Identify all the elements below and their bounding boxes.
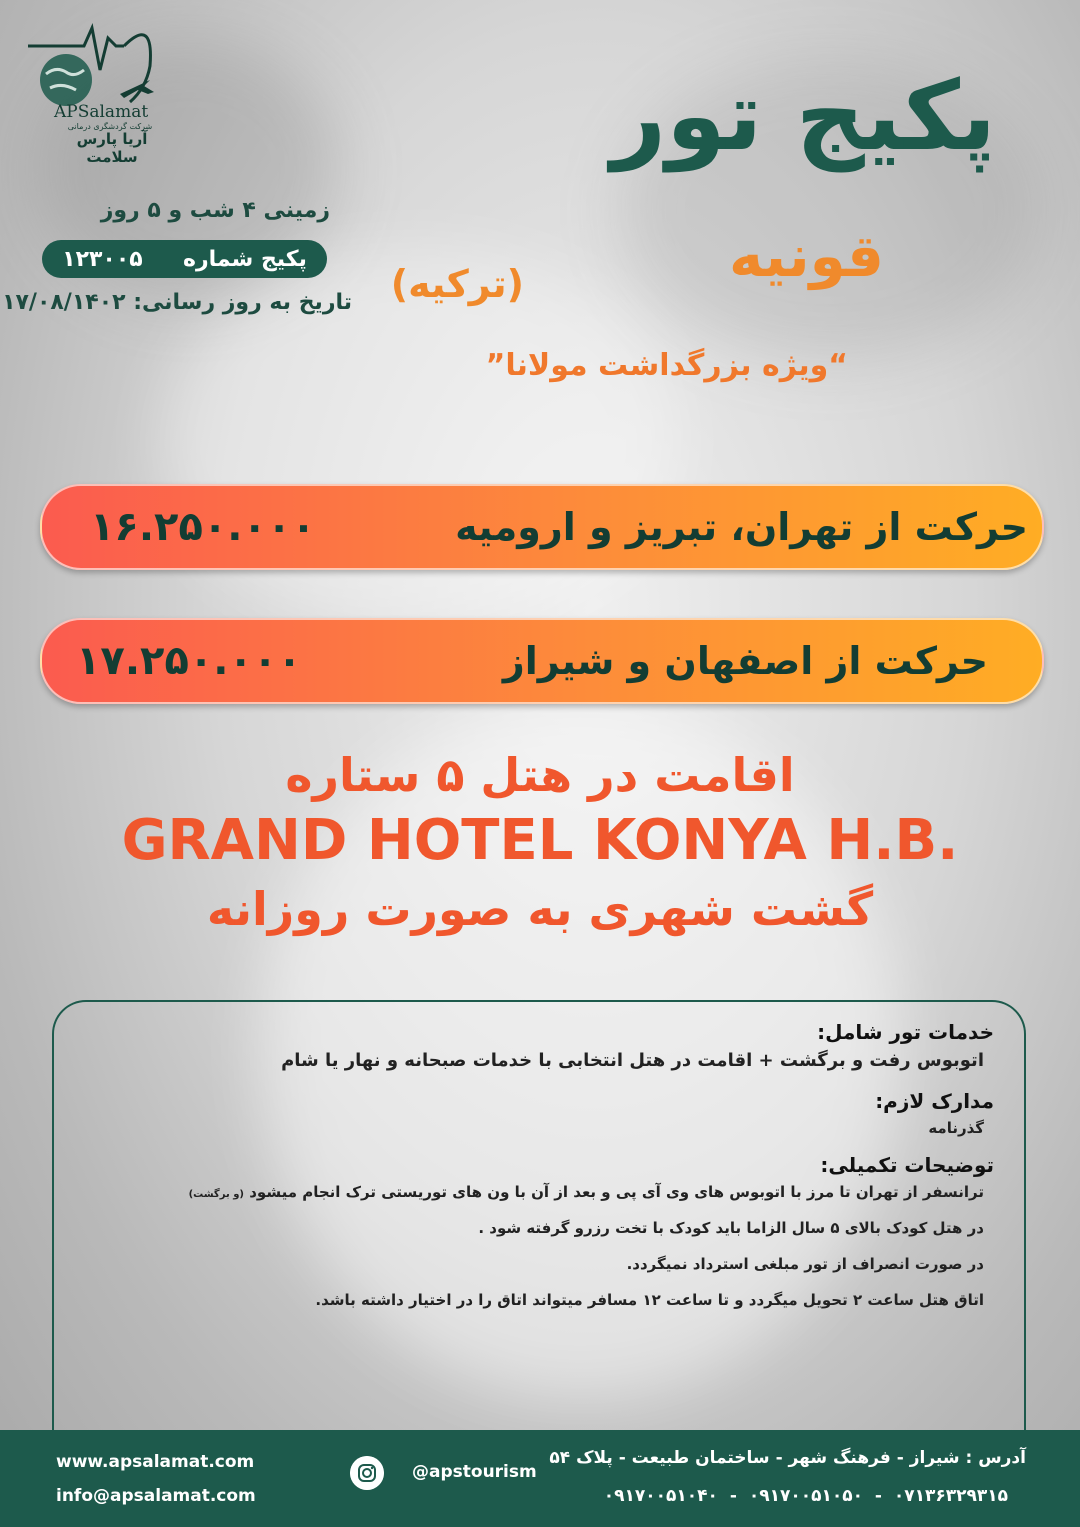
notes-heading: توضیحات تکمیلی: xyxy=(820,1153,994,1177)
package-number-value: ۱۲۳۰۰۵ xyxy=(62,246,143,272)
email-link[interactable]: info@apsalamat.com xyxy=(56,1486,256,1506)
services-heading: خدمات تور شامل: xyxy=(817,1020,994,1044)
update-date-value: ۱۷/۰۸/۱۴۰۲ xyxy=(2,290,126,315)
package-update-date xyxy=(2,290,352,315)
special-occasion: “ویژه بزرگداشت مولانا” xyxy=(485,348,848,383)
logo-name-fa: آریا پارس سلامت xyxy=(76,130,148,166)
hotel-name: GRAND HOTEL KONYA H.B. xyxy=(121,808,959,873)
details-panel xyxy=(52,1000,1026,1442)
price-value: ۱۷.۲۵۰.۰۰۰ xyxy=(76,638,302,684)
note-item: اتاق هتل ساعت ۲ تحویل میگردد و تا ساعت ۱۲ مسافر میتواند اتاق را در اختیار داشته باشد. xyxy=(315,1291,984,1309)
destination-city: قونیه xyxy=(729,222,884,290)
logo-name-en: APSalamat xyxy=(54,102,149,122)
hotel-stars: اقامت در هتل ۵ ستاره xyxy=(285,748,795,802)
note-item: در صورت انصراف از تور مبلغی استرداد نمیگردد. xyxy=(626,1255,984,1273)
price-route-label: حرکت از اصفهان و شیراز xyxy=(502,639,988,683)
company-logo xyxy=(24,18,174,166)
package-duration: زمینی ۴ شب و ۵ روز xyxy=(100,198,330,223)
phone-numbers: ۰۷۱۳۶۳۲۹۳۱۵ - ۰۹۱۷۰۰۵۱۰۵۰ - ۰۹۱۷۰۰۵۱۰۴۰ xyxy=(603,1486,1008,1506)
price-bar-tehran xyxy=(40,484,1044,570)
documents-text: گذرنامه xyxy=(928,1119,984,1137)
page-title: پکیج تور xyxy=(610,60,996,172)
note-item xyxy=(74,1183,994,1201)
package-number-badge xyxy=(42,240,327,278)
documents-heading: مدارک لازم: xyxy=(875,1089,994,1113)
package-number-label: پکیج شماره xyxy=(183,246,307,272)
price-bar-isfahan xyxy=(40,618,1044,704)
footer xyxy=(0,1430,1080,1527)
note-item: در هتل کودک بالای ۵ سال الزاما باید کودک با تخت رزرو گرفته شود . xyxy=(478,1219,984,1237)
city-tour: گشت شهری به صورت روزانه xyxy=(206,882,874,936)
note-item-suffix: (و برگشت) xyxy=(188,1189,244,1200)
instagram-handle[interactable]: @apstourism xyxy=(412,1462,537,1482)
logo-heartbeat-globe-icon xyxy=(24,18,174,108)
update-date-label: تاریخ به روز رسانی: xyxy=(133,290,352,315)
price-route-label: حرکت از تهران، تبریز و ارومیه xyxy=(455,505,1028,549)
address: آدرس : شیراز - فرهنگ شهر - ساختمان طبیعت - پلاک ۵۴ xyxy=(549,1448,1026,1468)
services-text: اتوبوس رفت و برگشت + اقامت در هتل انتخابی با خدمات صبحانه و نهار یا شام xyxy=(281,1050,984,1071)
logo-tagline: شرکت گردشگری درمانی xyxy=(67,122,153,131)
destination-country: (ترکیه) xyxy=(390,262,524,306)
instagram-icon[interactable] xyxy=(350,1456,384,1490)
note-item-text: ترانسفر از تهران تا مرز با اتوبوس های وی آی پی و بعد از آن با ون های توریستی ترک انجام میشود xyxy=(249,1183,984,1201)
price-value: ۱۶.۲۵۰.۰۰۰ xyxy=(90,504,316,550)
website-link[interactable]: www.apsalamat.com xyxy=(56,1452,255,1472)
